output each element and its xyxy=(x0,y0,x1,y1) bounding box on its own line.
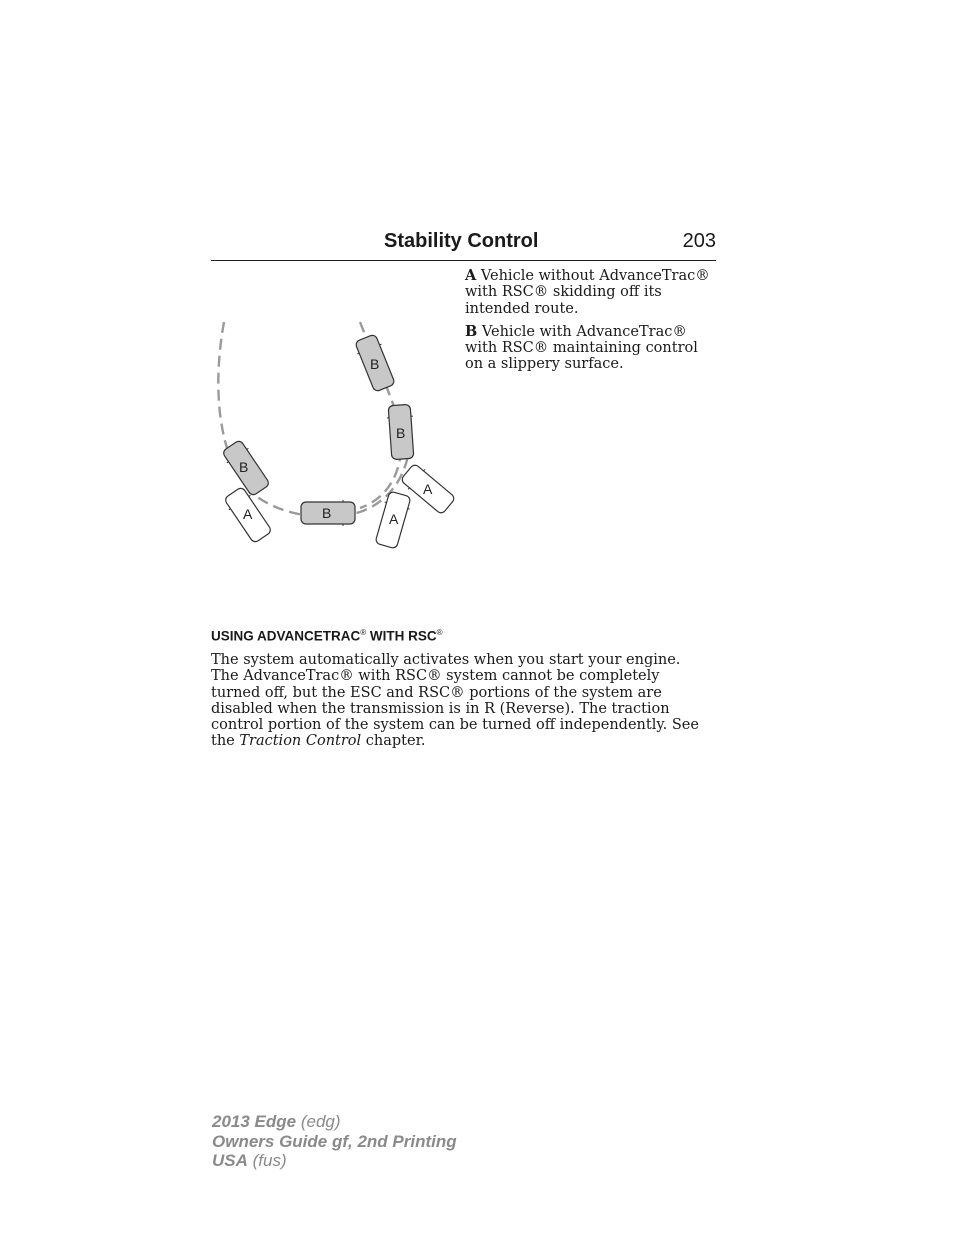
vehicle-a-right-upper-label: A xyxy=(423,481,433,497)
legend-key-b: B xyxy=(465,322,478,340)
page-footer xyxy=(212,1112,457,1171)
legend-text-b: Vehicle with AdvanceTrac® with RSC® maintaining control on a slippery surface. xyxy=(465,323,698,373)
page-number: 203 xyxy=(682,230,716,252)
body-text-1: The system automatically activates when you start your engine. The AdvanceTrac® with RSC® system cannot be completely turned off, but the ESC and RSC® portions of the system are disabled when the transmission is in R (Reverse). The traction control portion of the system can be turned off independently. See the xyxy=(211,652,699,750)
legend-text-a: Vehicle without AdvanceTrac® with RSC® skidding off its intended route. xyxy=(465,268,710,317)
heading-text-1: USING ADVANCETRAC xyxy=(211,628,361,644)
footer-line-2: Owners Guide gf, 2nd Printing xyxy=(212,1131,457,1151)
vehicle-b-top-label: B xyxy=(370,356,380,372)
vehicle-b-bottom-label: B xyxy=(322,505,332,521)
legend-item-a xyxy=(465,268,717,317)
page-header xyxy=(211,230,716,261)
section-body xyxy=(211,652,711,750)
legend-item-b xyxy=(465,324,717,373)
heading-text-2: WITH RSC xyxy=(366,628,437,644)
footer-line-1: 2013 Edge (edg) xyxy=(212,1112,341,1131)
vehicle-a-left-label: A xyxy=(243,506,253,522)
chapter-reference: Traction Control xyxy=(239,733,362,750)
footer-line-3: USA (fus) xyxy=(212,1151,287,1170)
figure-legend xyxy=(465,268,717,380)
heading-reg-mark-1: ® xyxy=(360,628,367,637)
skid-diagram xyxy=(210,318,466,558)
chapter-title: Stability Control xyxy=(384,230,539,252)
vehicle-b-right-label: B xyxy=(396,425,406,441)
vehicle-b-left-label: B xyxy=(239,459,249,475)
section-heading xyxy=(211,628,443,644)
heading-reg-mark-2: ® xyxy=(436,628,443,637)
legend-key-a: A xyxy=(465,267,477,284)
vehicle-a-right-lower-label: A xyxy=(389,511,399,527)
body-text-2: chapter. xyxy=(361,733,426,750)
